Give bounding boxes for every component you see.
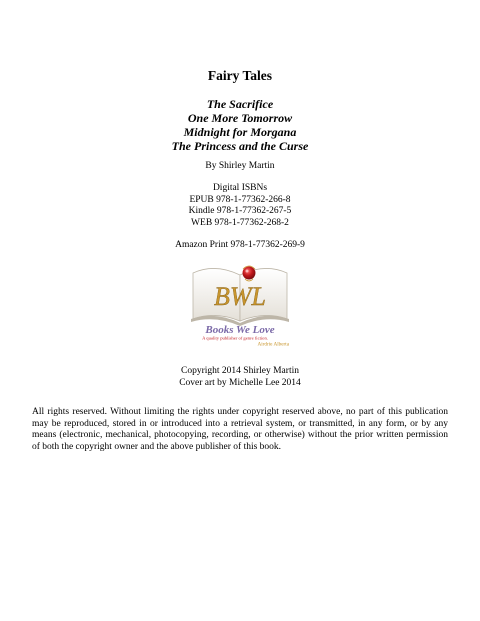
story-list: [0, 97, 480, 153]
logo-tagline: A quality publisher of genre fiction.: [202, 335, 268, 341]
rights-paragraph: All rights reserved. Without limiting the rights under copyright reserved above, no part of this publication may be reproduced, stored in or introduced into a retrieval system, or transmitted, in any form, or by any means (electronic, mechanical, photocopying, recording, or otherwise) without the prior written permission of both the copyright owner and the above publisher of this book.: [32, 407, 448, 452]
isbn-epub: EPUB 978-1-77362-266-8: [189, 194, 291, 205]
story-title: The Sacrifice: [206, 97, 274, 111]
copyright-line: Copyright 2014 Shirley Martin: [181, 366, 299, 376]
isbn-kindle: Kindle 978-1-77362-267-5: [188, 206, 292, 216]
cover-art-line: Cover art by Michelle Lee 2014: [179, 377, 301, 388]
copyright-block: [0, 366, 480, 389]
story-title: The Princess and the Curse: [171, 139, 309, 153]
author-line: By Shirley Martin: [205, 161, 275, 171]
book-title: Fairy Tales: [207, 68, 273, 83]
isbn-block: [0, 183, 480, 229]
logo-letters: BWL: [214, 282, 266, 311]
logo-location: Airdrie Alberta: [257, 341, 289, 347]
isbn-heading: Digital ISBNs: [212, 183, 268, 193]
print-isbn: Amazon Print 978-1-77362-269-9: [175, 240, 305, 250]
isbn-web: WEB 978-1-77362-268-2: [191, 217, 289, 228]
publisher-logo: [185, 255, 295, 347]
logo-name: Books We Love: [205, 324, 275, 336]
story-title: One More Tomorrow: [187, 111, 293, 125]
story-title: Midnight for Morgana: [183, 125, 297, 139]
